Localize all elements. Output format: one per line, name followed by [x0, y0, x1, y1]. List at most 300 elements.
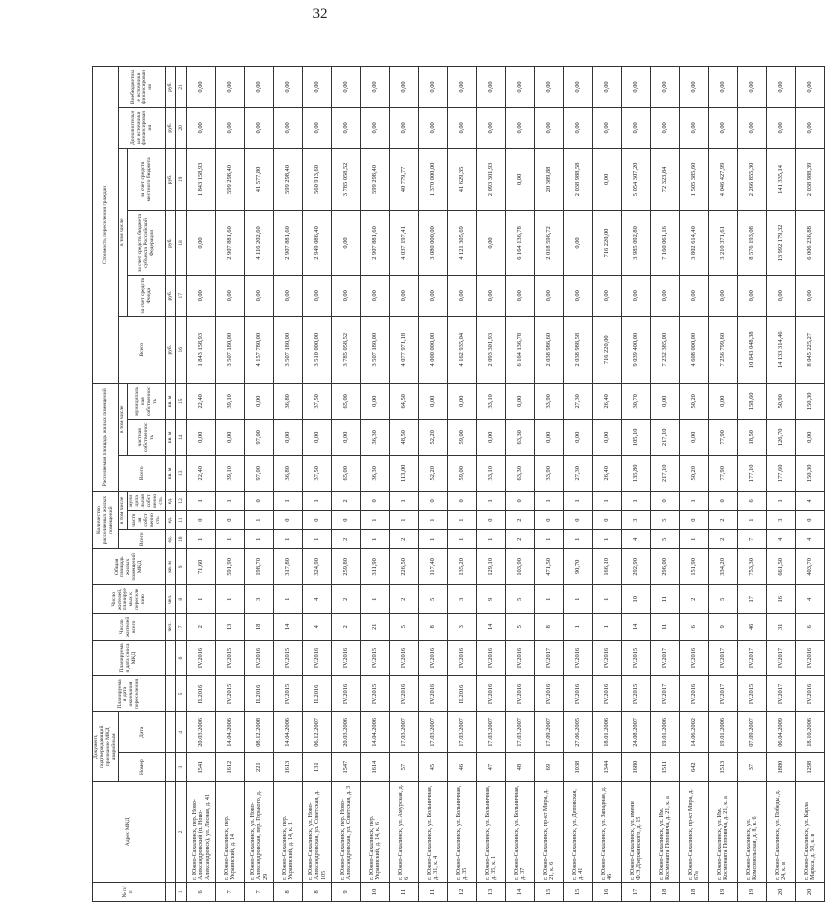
cost-overpay-cell: 0,00 [245, 67, 274, 108]
area-private-cell: 0,00 [680, 419, 709, 455]
area-sum-cell: 27,30 [564, 455, 593, 491]
area-total-cell: 317,80 [274, 549, 303, 585]
doc-number-cell: 69 [535, 753, 564, 782]
column-index-row [176, 67, 187, 902]
count-total-cell: 4 [767, 530, 796, 549]
residents-to-move-cell: 5 [506, 585, 535, 614]
doc-date-cell: 14.04.2006 [274, 712, 303, 753]
area-sum-cell: 177,10 [738, 455, 767, 491]
cost-subject-cell: 2 949 086,40 [303, 211, 332, 276]
area-municipal-cell: 50,90 [767, 383, 796, 419]
column-index-cell: 18 [176, 211, 187, 276]
area-municipal-cell: 27,30 [564, 383, 593, 419]
count-total-cell: 1 [477, 530, 506, 549]
unit-cell [166, 882, 176, 901]
cost-overpay-cell: 0,00 [622, 67, 651, 108]
doc-number-cell: 57 [390, 753, 419, 782]
area-sum-cell: 217,10 [651, 455, 680, 491]
row-number: 13 [477, 882, 506, 901]
cost-overpay-cell: 0,00 [651, 67, 680, 108]
table-row [738, 67, 767, 902]
doc-date-cell: 17.03.2007 [506, 712, 535, 753]
unit-cell: кв. м [166, 383, 176, 419]
area-total-cell: 151,90 [680, 549, 709, 585]
cost-total-cell: 4 077 971,18 [390, 316, 419, 383]
planned-demolish-cell: IV.2016 [796, 640, 825, 676]
row-number: 7 [245, 882, 274, 901]
cost-extra-cell: 0,00 [506, 107, 535, 148]
header-count-municipal: муниципальная собственность [128, 491, 166, 510]
header-doc-number: Номер [119, 753, 166, 782]
planned-demolish-cell: IV.2016 [448, 640, 477, 676]
area-sum-cell: 33,90 [535, 455, 564, 491]
table-row [477, 67, 506, 902]
cost-fund-cell: 0,00 [187, 275, 216, 316]
count-municipal-cell: 0 [448, 491, 477, 510]
cost-local-cell: 2 266 855,30 [738, 148, 767, 210]
residents-cell: 5 [390, 614, 419, 640]
row-number: 18 [680, 882, 709, 901]
residents-to-move-cell: 3 [448, 585, 477, 614]
header-area-sum: Всего [119, 455, 166, 491]
area-sum-cell: 50,20 [680, 455, 709, 491]
cost-local-cell: 599 298,40 [361, 148, 390, 210]
cost-subject-cell: 7 160 061,16 [651, 211, 680, 276]
cost-subject-cell: 2 907 881,60 [216, 211, 245, 276]
residents-cell: 21 [361, 614, 390, 640]
cost-extra-cell: 0,00 [187, 107, 216, 148]
table-row [709, 67, 738, 902]
area-private-cell: 0,00 [303, 419, 332, 455]
cost-extra-cell: 0,00 [216, 107, 245, 148]
count-municipal-cell: 1 [622, 491, 651, 510]
cost-total-cell: 3 507 180,00 [361, 316, 390, 383]
cost-total-cell: 4 157 780,00 [245, 316, 274, 383]
area-municipal-cell: 158,60 [738, 383, 767, 419]
header-area-total: Общая площадь жилых помещений МКД [93, 549, 166, 585]
area-total-cell: 226,50 [390, 549, 419, 585]
area-private-cell: 126,70 [767, 419, 796, 455]
residents-cell: 2 [332, 614, 361, 640]
column-index-cell: 21 [176, 67, 187, 108]
area-municipal-cell: 0,00 [361, 383, 390, 419]
row-number: 14 [506, 882, 535, 901]
cost-fund-cell: 0,00 [245, 275, 274, 316]
cost-subject-cell: 6 164 136,78 [506, 211, 535, 276]
header-cost-extra: Дополнительные источники финансирования [119, 107, 166, 148]
area-sum-cell: 26,40 [593, 455, 622, 491]
cost-overpay-cell: 0,00 [274, 67, 303, 108]
residents-cell: 2 [187, 614, 216, 640]
area-private-cell: 0,00 [332, 419, 361, 455]
residents-to-move-cell: 1 [361, 585, 390, 614]
cost-overpay-cell: 0,00 [506, 67, 535, 108]
residents-cell: 14 [477, 614, 506, 640]
column-index-cell: 19 [176, 148, 187, 210]
count-private-cell: 2 [709, 510, 738, 529]
area-municipal-cell: 0,00 [419, 383, 448, 419]
column-index-cell: 3 [176, 753, 187, 782]
doc-date-cell: 17.09.2007 [535, 712, 564, 753]
column-index-cell: 15 [176, 383, 187, 419]
area-municipal-cell: 0,00 [448, 383, 477, 419]
cost-local-cell: 1 370 000,00 [419, 148, 448, 210]
planned-demolish-cell: IV.2016 [564, 640, 593, 676]
residents-cell: 11 [651, 614, 680, 640]
count-total-cell: 4 [796, 530, 825, 549]
header-planned-demolish: Планируемая дата сноса МКД [93, 640, 166, 676]
cost-local-cell: 72 323,84 [651, 148, 680, 210]
table-row [187, 67, 216, 902]
cost-fund-cell: 0,00 [477, 275, 506, 316]
area-sum-cell: 36,80 [274, 455, 303, 491]
cost-fund-cell: 0,00 [651, 275, 680, 316]
residents-cell: 8 [419, 614, 448, 640]
count-total-cell: 2 [332, 530, 361, 549]
cost-local-cell: 5 054 307,20 [622, 148, 651, 210]
area-private-cell: 63,30 [506, 419, 535, 455]
doc-date-cell: 14.04.2006 [216, 712, 245, 753]
count-private-cell: 0 [535, 510, 564, 529]
count-total-cell: 7 [738, 530, 767, 549]
cost-overpay-cell: 0,00 [564, 67, 593, 108]
count-municipal-cell: 1 [390, 491, 419, 510]
planned-demolish-cell: IV.2017 [651, 640, 680, 676]
residents-to-move-cell: 10 [622, 585, 651, 614]
cost-total-cell: 2 038 988,58 [564, 316, 593, 383]
row-number: 11 [390, 882, 419, 901]
cost-total-cell: 3 785 058,52 [332, 316, 361, 383]
count-private-cell: 1 [361, 510, 390, 529]
area-private-cell: 0,00 [593, 419, 622, 455]
cost-subject-cell: 0,00 [187, 211, 216, 276]
column-index-cell: 8 [176, 585, 187, 614]
area-municipal-cell: 65,00 [332, 383, 361, 419]
area-total-cell: 129,10 [477, 549, 506, 585]
area-private-cell: 59,00 [448, 419, 477, 455]
area-private-cell: 0,00 [187, 419, 216, 455]
residents-cell: 14 [274, 614, 303, 640]
area-municipal-cell: 22,40 [187, 383, 216, 419]
column-index-cell: 5 [176, 676, 187, 712]
column-index-cell: 16 [176, 316, 187, 383]
cost-fund-cell: 0,00 [216, 275, 245, 316]
unit-cell: руб. [166, 316, 176, 383]
residents-to-move-cell: 1 [216, 585, 245, 614]
area-private-cell: 0,00 [216, 419, 245, 455]
address-cell: г. Южно-Сахалинск, пер. Украинский, д. 14, к. 1 [274, 782, 303, 883]
cost-subject-cell: 3 985 092,80 [622, 211, 651, 276]
count-private-cell: 0 [564, 510, 593, 529]
area-private-cell: 48,50 [390, 419, 419, 455]
area-municipal-cell: 0,00 [651, 383, 680, 419]
cost-overpay-cell: 0,00 [390, 67, 419, 108]
row-number: 12 [448, 882, 477, 901]
planned-resettle-cell: IV.2016 [390, 676, 419, 712]
residents-to-move-cell: 9 [477, 585, 506, 614]
doc-date-cell: 18.10.2006 [796, 712, 825, 753]
address-cell: г. Южно-Сахалинск, ул. Им. Космонавта Поповича, д. 21, к. а [651, 782, 680, 883]
doc-date-cell: 19.01.2006 [709, 712, 738, 753]
cost-fund-cell: 0,00 [767, 275, 796, 316]
cost-local-cell: 0,00 [593, 148, 622, 210]
planned-resettle-cell: IV.2017 [651, 676, 680, 712]
planned-demolish-cell: IV.2016 [680, 640, 709, 676]
count-private-cell: 0 [303, 510, 332, 529]
table-row [622, 67, 651, 902]
cost-fund-cell: 0,00 [796, 275, 825, 316]
cost-total-cell: 3 510 000,00 [303, 316, 332, 383]
header-count-total: Всего [119, 530, 166, 549]
count-private-cell: 0 [477, 510, 506, 529]
cost-overpay-cell: 0,00 [303, 67, 332, 108]
cost-subject-cell: 0,00 [477, 211, 506, 276]
area-private-cell: 52,20 [419, 419, 448, 455]
row-number: 15 [564, 882, 593, 901]
area-sum-cell: 52,20 [419, 455, 448, 491]
doc-number-cell: 1541 [187, 753, 216, 782]
doc-date-cell: 17.03.2007 [477, 712, 506, 753]
address-cell: г. Южно-Сахалинск, ул. Победы, д. 24, к. в [767, 782, 796, 883]
doc-date-cell: 24.08.2007 [622, 712, 651, 753]
area-total-cell: 334,20 [709, 549, 738, 585]
count-total-cell: 1 [448, 530, 477, 549]
address-cell: г. Южно-Сахалинск, пр-кт Мира, д. 67а [680, 782, 709, 883]
table-row [593, 67, 622, 902]
count-total-cell: 1 [274, 530, 303, 549]
table-row [390, 67, 419, 902]
count-municipal-cell: 1 [680, 491, 709, 510]
planned-demolish-cell: IV.2016 [390, 640, 419, 676]
planned-resettle-cell: IV.2017 [709, 676, 738, 712]
count-total-cell: 5 [651, 530, 680, 549]
area-municipal-cell: 36,80 [274, 383, 303, 419]
units-row [166, 67, 176, 902]
doc-date-cell: 17.03.2007 [448, 712, 477, 753]
cost-extra-cell: 0,00 [390, 107, 419, 148]
doc-date-cell: 07.09.2007 [738, 712, 767, 753]
row-number: 7 [216, 882, 245, 901]
area-sum-cell: 113,00 [390, 455, 419, 491]
row-number: 10 [361, 882, 390, 901]
header-count-private: частная собственность [128, 510, 166, 529]
row-number: 19 [709, 882, 738, 901]
cost-total-cell: 716 220,00 [593, 316, 622, 383]
residents-to-move-cell: 5 [709, 585, 738, 614]
planned-resettle-cell: IV.2015 [361, 676, 390, 712]
area-sum-cell: 59,00 [448, 455, 477, 491]
unit-cell: чел. [166, 614, 176, 640]
planned-resettle-cell: II.2016 [245, 676, 274, 712]
cost-total-cell: 10 843 048,38 [738, 316, 767, 383]
rotated-table-frame [92, 66, 817, 902]
count-municipal-cell: 0 [361, 491, 390, 510]
residents-cell: 9 [709, 614, 738, 640]
table-row [680, 67, 709, 902]
column-index-cell: 17 [176, 275, 187, 316]
area-private-cell: 77,90 [709, 419, 738, 455]
cost-subject-cell: 2 018 596,72 [535, 211, 564, 276]
area-private-cell: 36,30 [361, 419, 390, 455]
cost-overpay-cell: 0,00 [477, 67, 506, 108]
cost-fund-cell: 0,00 [709, 275, 738, 316]
row-number: 17 [622, 882, 651, 901]
doc-number-cell: 642 [680, 753, 709, 782]
header-row-1 [93, 67, 119, 902]
count-municipal-cell: 4 [796, 491, 825, 510]
header-cost-overpay: Внебюджетные источники финансирования [119, 67, 166, 108]
doc-date-cell: 18.01.2006 [593, 712, 622, 753]
doc-number-cell: 48 [506, 753, 535, 782]
doc-number-cell: 1613 [274, 753, 303, 782]
table-row [216, 67, 245, 902]
cost-fund-cell: 0,00 [680, 275, 709, 316]
residents-to-move-cell: 1 [564, 585, 593, 614]
doc-date-cell: 20.03.2006 [187, 712, 216, 753]
doc-number-cell: 1298 [796, 753, 825, 782]
planned-resettle-cell: II.2016 [187, 676, 216, 712]
cost-overpay-cell: 0,00 [709, 67, 738, 108]
area-private-cell: 18,50 [738, 419, 767, 455]
planned-resettle-cell: IV.2016 [332, 676, 361, 712]
count-private-cell: 3 [767, 510, 796, 529]
cost-subject-cell: 8 576 193,08 [738, 211, 767, 276]
planned-resettle-cell: IV.2015 [216, 676, 245, 712]
residents-to-move-cell: 1 [274, 585, 303, 614]
address-cell: г. Южно-Сахалинск, ул. Больничная, д. 37 [506, 782, 535, 883]
planned-demolish-cell: IV.2015 [361, 640, 390, 676]
column-index-cell: 9 [176, 549, 187, 585]
header-count-group: Количество расселяемых жилых помещений [93, 491, 119, 549]
cost-total-cell: 6 164 136,78 [506, 316, 535, 383]
planned-demolish-cell: IV.2017 [709, 640, 738, 676]
area-private-cell: 97,00 [245, 419, 274, 455]
column-index-cell: 20 [176, 107, 187, 148]
residents-cell: 6 [796, 614, 825, 640]
cost-fund-cell: 0,00 [274, 275, 303, 316]
planned-demolish-cell: IV.2016 [477, 640, 506, 676]
table-row [303, 67, 332, 902]
cost-subject-cell: 13 992 179,32 [767, 211, 796, 276]
cost-total-cell: 2 038 986,60 [535, 316, 564, 383]
header-planned-resettle: Планируемая дата окончания переселения [93, 676, 166, 712]
doc-number-cell: 1612 [216, 753, 245, 782]
cost-extra-cell: 0,00 [651, 107, 680, 148]
address-cell: г. Южно-Сахалинск, ул. Западная, д. 46 [593, 782, 622, 883]
header-cost-local: за счет средств местного бюджета [128, 148, 166, 210]
address-cell: г. Южно-Сахалинск, пер. Ново-Александровская, ул. Советская, д. 3 [332, 782, 361, 883]
cost-overpay-cell: 0,00 [738, 67, 767, 108]
rotated-table-container [92, 66, 817, 902]
row-number: 20 [767, 882, 796, 901]
doc-number-cell: 1344 [593, 753, 622, 782]
cost-subject-cell: 3 080 000,00 [419, 211, 448, 276]
doc-number-cell: 1038 [564, 753, 593, 782]
header-num: № п/п [93, 882, 166, 901]
planned-demolish-cell: IV.2016 [332, 640, 361, 676]
residents-cell: 31 [767, 614, 796, 640]
residents-to-move-cell: 2 [332, 585, 361, 614]
doc-number-cell: 45 [419, 753, 448, 782]
header-cost-in-that: в том числе [119, 148, 128, 316]
planned-demolish-cell: IV.2016 [506, 640, 535, 676]
count-total-cell: 1 [564, 530, 593, 549]
unit-cell [166, 753, 176, 782]
area-municipal-cell: 37,50 [303, 383, 332, 419]
doc-number-cell: 46 [448, 753, 477, 782]
residents-to-move-cell: 2 [680, 585, 709, 614]
table-row [564, 67, 593, 902]
residents-cell: 4 [303, 614, 332, 640]
address-cell: г. Южно-Сахалинск, ул. Ново-Александровская, пер. Горького, д. 29 [245, 782, 274, 883]
planned-demolish-cell: IV.2017 [535, 640, 564, 676]
header-area-in-that: в том числе [119, 383, 128, 455]
cost-local-cell: 2 038 988,58 [564, 148, 593, 210]
cost-extra-cell: 0,00 [622, 107, 651, 148]
count-municipal-cell: 2 [332, 491, 361, 510]
doc-number-cell: 1680 [622, 753, 651, 782]
count-private-cell: 0 [274, 510, 303, 529]
cost-overpay-cell: 0,00 [680, 67, 709, 108]
cost-extra-cell: 0,00 [477, 107, 506, 148]
table-row [274, 67, 303, 902]
table-row [361, 67, 390, 902]
address-cell: г. Южно-Сахалинск, пр-кт Мира, д. 21, к. 6 [535, 782, 564, 883]
doc-date-cell: 17.03.2007 [390, 712, 419, 753]
cost-extra-cell: 0,00 [245, 107, 274, 148]
table-row [448, 67, 477, 902]
planned-resettle-cell: II.2016 [303, 676, 332, 712]
residents-cell: 1 [593, 614, 622, 640]
area-total-cell: 292,90 [622, 549, 651, 585]
planned-demolish-cell: IV.2016 [303, 640, 332, 676]
cost-total-cell: 3 507 180,00 [216, 316, 245, 383]
cost-local-cell: 3 785 058,52 [332, 148, 361, 210]
cost-overpay-cell: 0,00 [216, 67, 245, 108]
unit-cell: руб. [166, 67, 176, 108]
cost-local-cell: 2 093 301,93 [477, 148, 506, 210]
planned-resettle-cell: IV.2016 [564, 676, 593, 712]
count-municipal-cell: 1 [187, 491, 216, 510]
area-municipal-cell: 0,00 [506, 383, 535, 419]
area-sum-cell: 135,80 [622, 455, 651, 491]
area-total-cell: 661,50 [767, 549, 796, 585]
row-number: 8 [274, 882, 303, 901]
cost-fund-cell: 0,00 [535, 275, 564, 316]
column-index-cell: 13 [176, 455, 187, 491]
count-total-cell: 1 [680, 530, 709, 549]
planned-resettle-cell: IV.2015 [622, 676, 651, 712]
cost-extra-cell: 0,00 [361, 107, 390, 148]
planned-resettle-cell: IV.2016 [535, 676, 564, 712]
planned-demolish-cell: IV.2017 [767, 640, 796, 676]
header-address: Адрес МКД [93, 782, 166, 883]
area-sum-cell: 177,60 [767, 455, 796, 491]
unit-cell [166, 640, 176, 676]
residents-cell: 6 [680, 614, 709, 640]
header-cost-subject: за счет средств бюджета субъекта Российской Федерации [128, 211, 166, 276]
count-total-cell: 4 [622, 530, 651, 549]
cost-overpay-cell: 0,00 [187, 67, 216, 108]
page-number: 32 [312, 6, 328, 22]
cost-fund-cell: 0,00 [738, 275, 767, 316]
cost-total-cell: 14 133 314,46 [767, 316, 796, 383]
unit-cell: руб. [166, 148, 176, 210]
row-number: 9 [332, 882, 361, 901]
residents-cell: 14 [622, 614, 651, 640]
cost-fund-cell: 0,00 [390, 275, 419, 316]
column-index-cell: 11 [176, 510, 187, 529]
